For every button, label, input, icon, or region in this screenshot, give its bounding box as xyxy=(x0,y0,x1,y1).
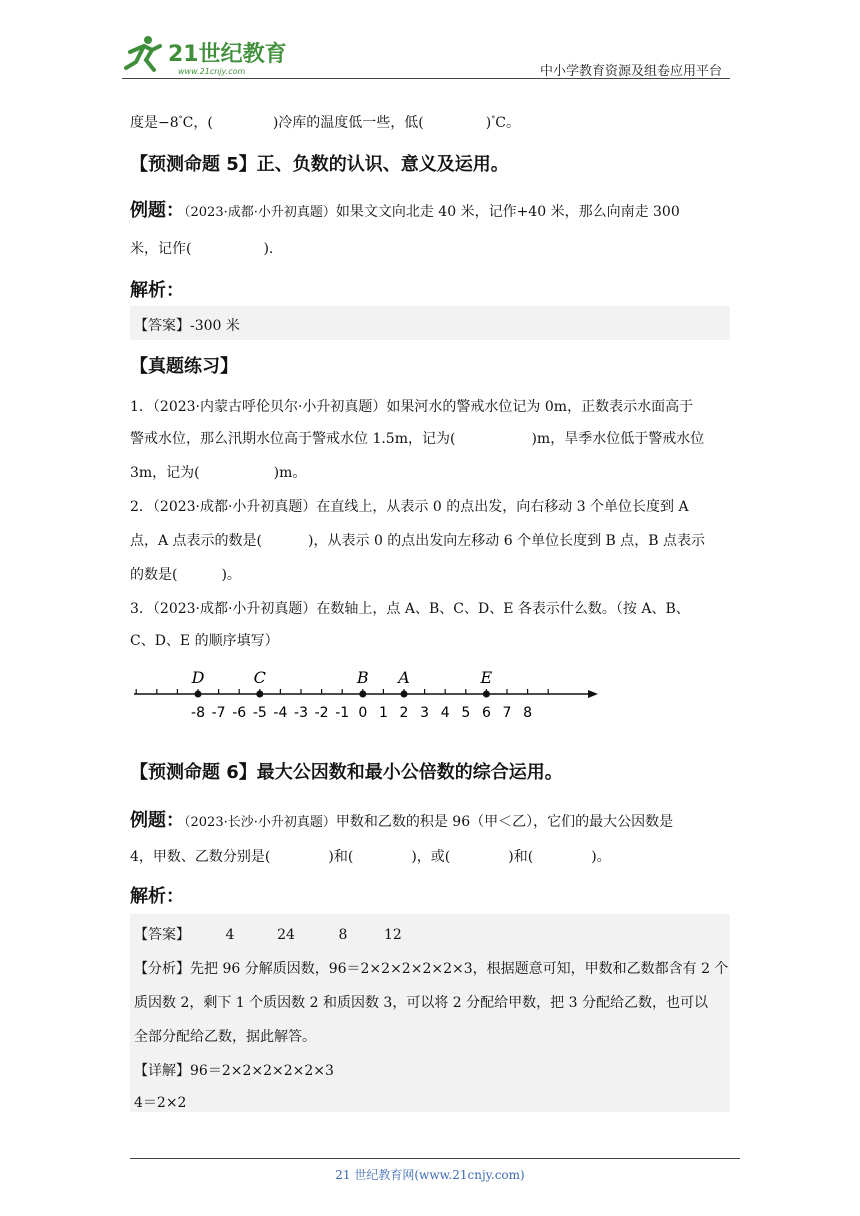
section6-example-line1: 例题：（2023·长沙·小升初真题）甲数和乙数的积是 96（甲＜乙），它们的最大公因数是 xyxy=(130,810,674,831)
number-line-tick-label: -2 xyxy=(314,705,329,721)
header-divider xyxy=(122,78,730,79)
q2-line3: 的数是( )。 xyxy=(130,567,241,583)
section5-example-line2: 米，记作( ). xyxy=(130,241,274,257)
number-line-point-label-b: B xyxy=(356,668,369,687)
analysis-line3: 全部分配给乙数，据此解答。 xyxy=(134,1029,316,1045)
number-line-point-label-e: E xyxy=(480,668,493,687)
answer-value-4: 12 xyxy=(383,927,402,943)
answer-value-1: 4 xyxy=(225,927,235,943)
q1-line3: 3m，记为( )m。 xyxy=(130,465,307,481)
number-line-arrow xyxy=(588,690,598,698)
section5-analysis-label: 解析： xyxy=(130,280,184,301)
number-line-point-a xyxy=(401,691,408,698)
number-line-point-c xyxy=(256,691,263,698)
q2-line1: 2．（2023·成都·小升初真题）在直线上，从表示 0 的点出发，向右移动 3 个单位长度到 A xyxy=(130,499,689,515)
section6-answer-box xyxy=(130,914,730,1112)
number-line-point-label-a: A xyxy=(398,668,410,687)
header-platform-text: 中小学教育资源及组卷应用平台 xyxy=(539,64,722,79)
section6-answer-row: 【答案】 4 24 8 12 xyxy=(134,927,402,943)
footer-link[interactable]: 21 世纪教育网(www.21cnjy.com) xyxy=(335,1168,525,1182)
example-label: 例题： xyxy=(130,810,184,831)
example-label: 例题： xyxy=(130,200,184,221)
number-line-tick-label: 8 xyxy=(523,705,533,721)
number-line-tick-label: -5 xyxy=(252,705,267,721)
number-line-tick-label: -1 xyxy=(335,705,350,721)
answer-value-2: 24 xyxy=(277,927,295,943)
number-line-tick-label: 6 xyxy=(481,705,491,721)
number-line-tick-label: -3 xyxy=(294,705,308,721)
q3-line1: 3．（2023·成都·小升初真题）在数轴上，点 A、B、C、D、E 各表示什么数。（按 A、B、 xyxy=(130,601,690,617)
answer-value-3: 8 xyxy=(338,927,348,943)
number-line-tick-label: 3 xyxy=(420,705,430,721)
practice-title: 【真题练习】 xyxy=(130,356,238,377)
top-continuation-line: 度是−8°C，( )冷库的温度低一些，低( )°C。 xyxy=(130,114,520,131)
number-line-point-label-c: C xyxy=(253,668,266,687)
number-line-tick-label: -6 xyxy=(232,705,247,721)
logo-text: 21世纪教育 xyxy=(168,42,287,67)
number-line-figure xyxy=(130,665,600,725)
number-line-tick-label: 7 xyxy=(502,705,512,721)
analysis-line1: 【分析】先把 96 分解质因数，96＝2×2×2×2×2×3，根据题意可知，甲数和乙数都含有 2 个 xyxy=(134,961,729,977)
number-line-point-d xyxy=(195,691,202,698)
analysis-line2: 质因数 2，剩下 1 个质因数 2 和质因数 3，可以将 2 分配给甲数，把 3 分配给乙数，也可以 xyxy=(134,995,708,1011)
number-line-tick-label: 2 xyxy=(399,705,409,721)
section6-analysis-label: 解析： xyxy=(130,886,184,907)
number-line-tick-label: 4 xyxy=(440,705,450,721)
footer-divider xyxy=(130,1158,740,1159)
runner-icon xyxy=(126,36,160,70)
number-line-tick-label: -4 xyxy=(273,705,288,721)
number-line-tick-label: -7 xyxy=(211,705,226,721)
q2-line2: 点，A 点表示的数是( )，从表示 0 的点出发向左移动 6 个单位长度到 B 点，B 点表示 xyxy=(130,533,706,549)
q1-line2: 警戒水位，那么汛期水位高于警戒水位 1.5m，记为( )m，旱季水位低于警戒水位 xyxy=(130,431,705,447)
number-line-point-label-d: D xyxy=(191,668,205,687)
logo-subtext: www.21cnjy.com xyxy=(178,67,246,76)
section6-title: 【预测命题 6】最大公因数和最小公倍数的综合运用。 xyxy=(130,762,563,783)
section5-title: 【预测命题 5】正、负数的认识、意义及运用。 xyxy=(130,154,509,175)
number-line-tick-label: 5 xyxy=(461,705,471,721)
section5-example-line1: 例题：（2023·成都·小升初真题）如果文文向北走 40 米，记作+40 米，那么向南走 300 xyxy=(130,200,680,221)
number-line-tick-label: 1 xyxy=(378,705,388,721)
number-line-point-b xyxy=(359,691,366,698)
number-line-point-e xyxy=(483,691,490,698)
section5-answer-box xyxy=(130,306,730,340)
q3-line2: C、D、E 的顺序填写） xyxy=(130,633,279,649)
number-line-tick-label: -8 xyxy=(191,705,205,721)
detail-line1: 【详解】96＝2×2×2×2×2×3 xyxy=(134,1063,334,1079)
detail-line2: 4＝2×2 xyxy=(134,1095,187,1111)
q1-line1: 1．（2023·内蒙古呼伦贝尔·小升初真题）如果河水的警戒水位记为 0m，正数表示水面高于 xyxy=(130,399,694,415)
site-logo xyxy=(122,34,292,78)
section6-example-line2: 4，甲数、乙数分别是( )和( )，或( )和( )。 xyxy=(130,849,611,865)
number-line-tick-label: 0 xyxy=(358,705,368,721)
section5-answer: 【答案】-300 米 xyxy=(134,318,240,334)
